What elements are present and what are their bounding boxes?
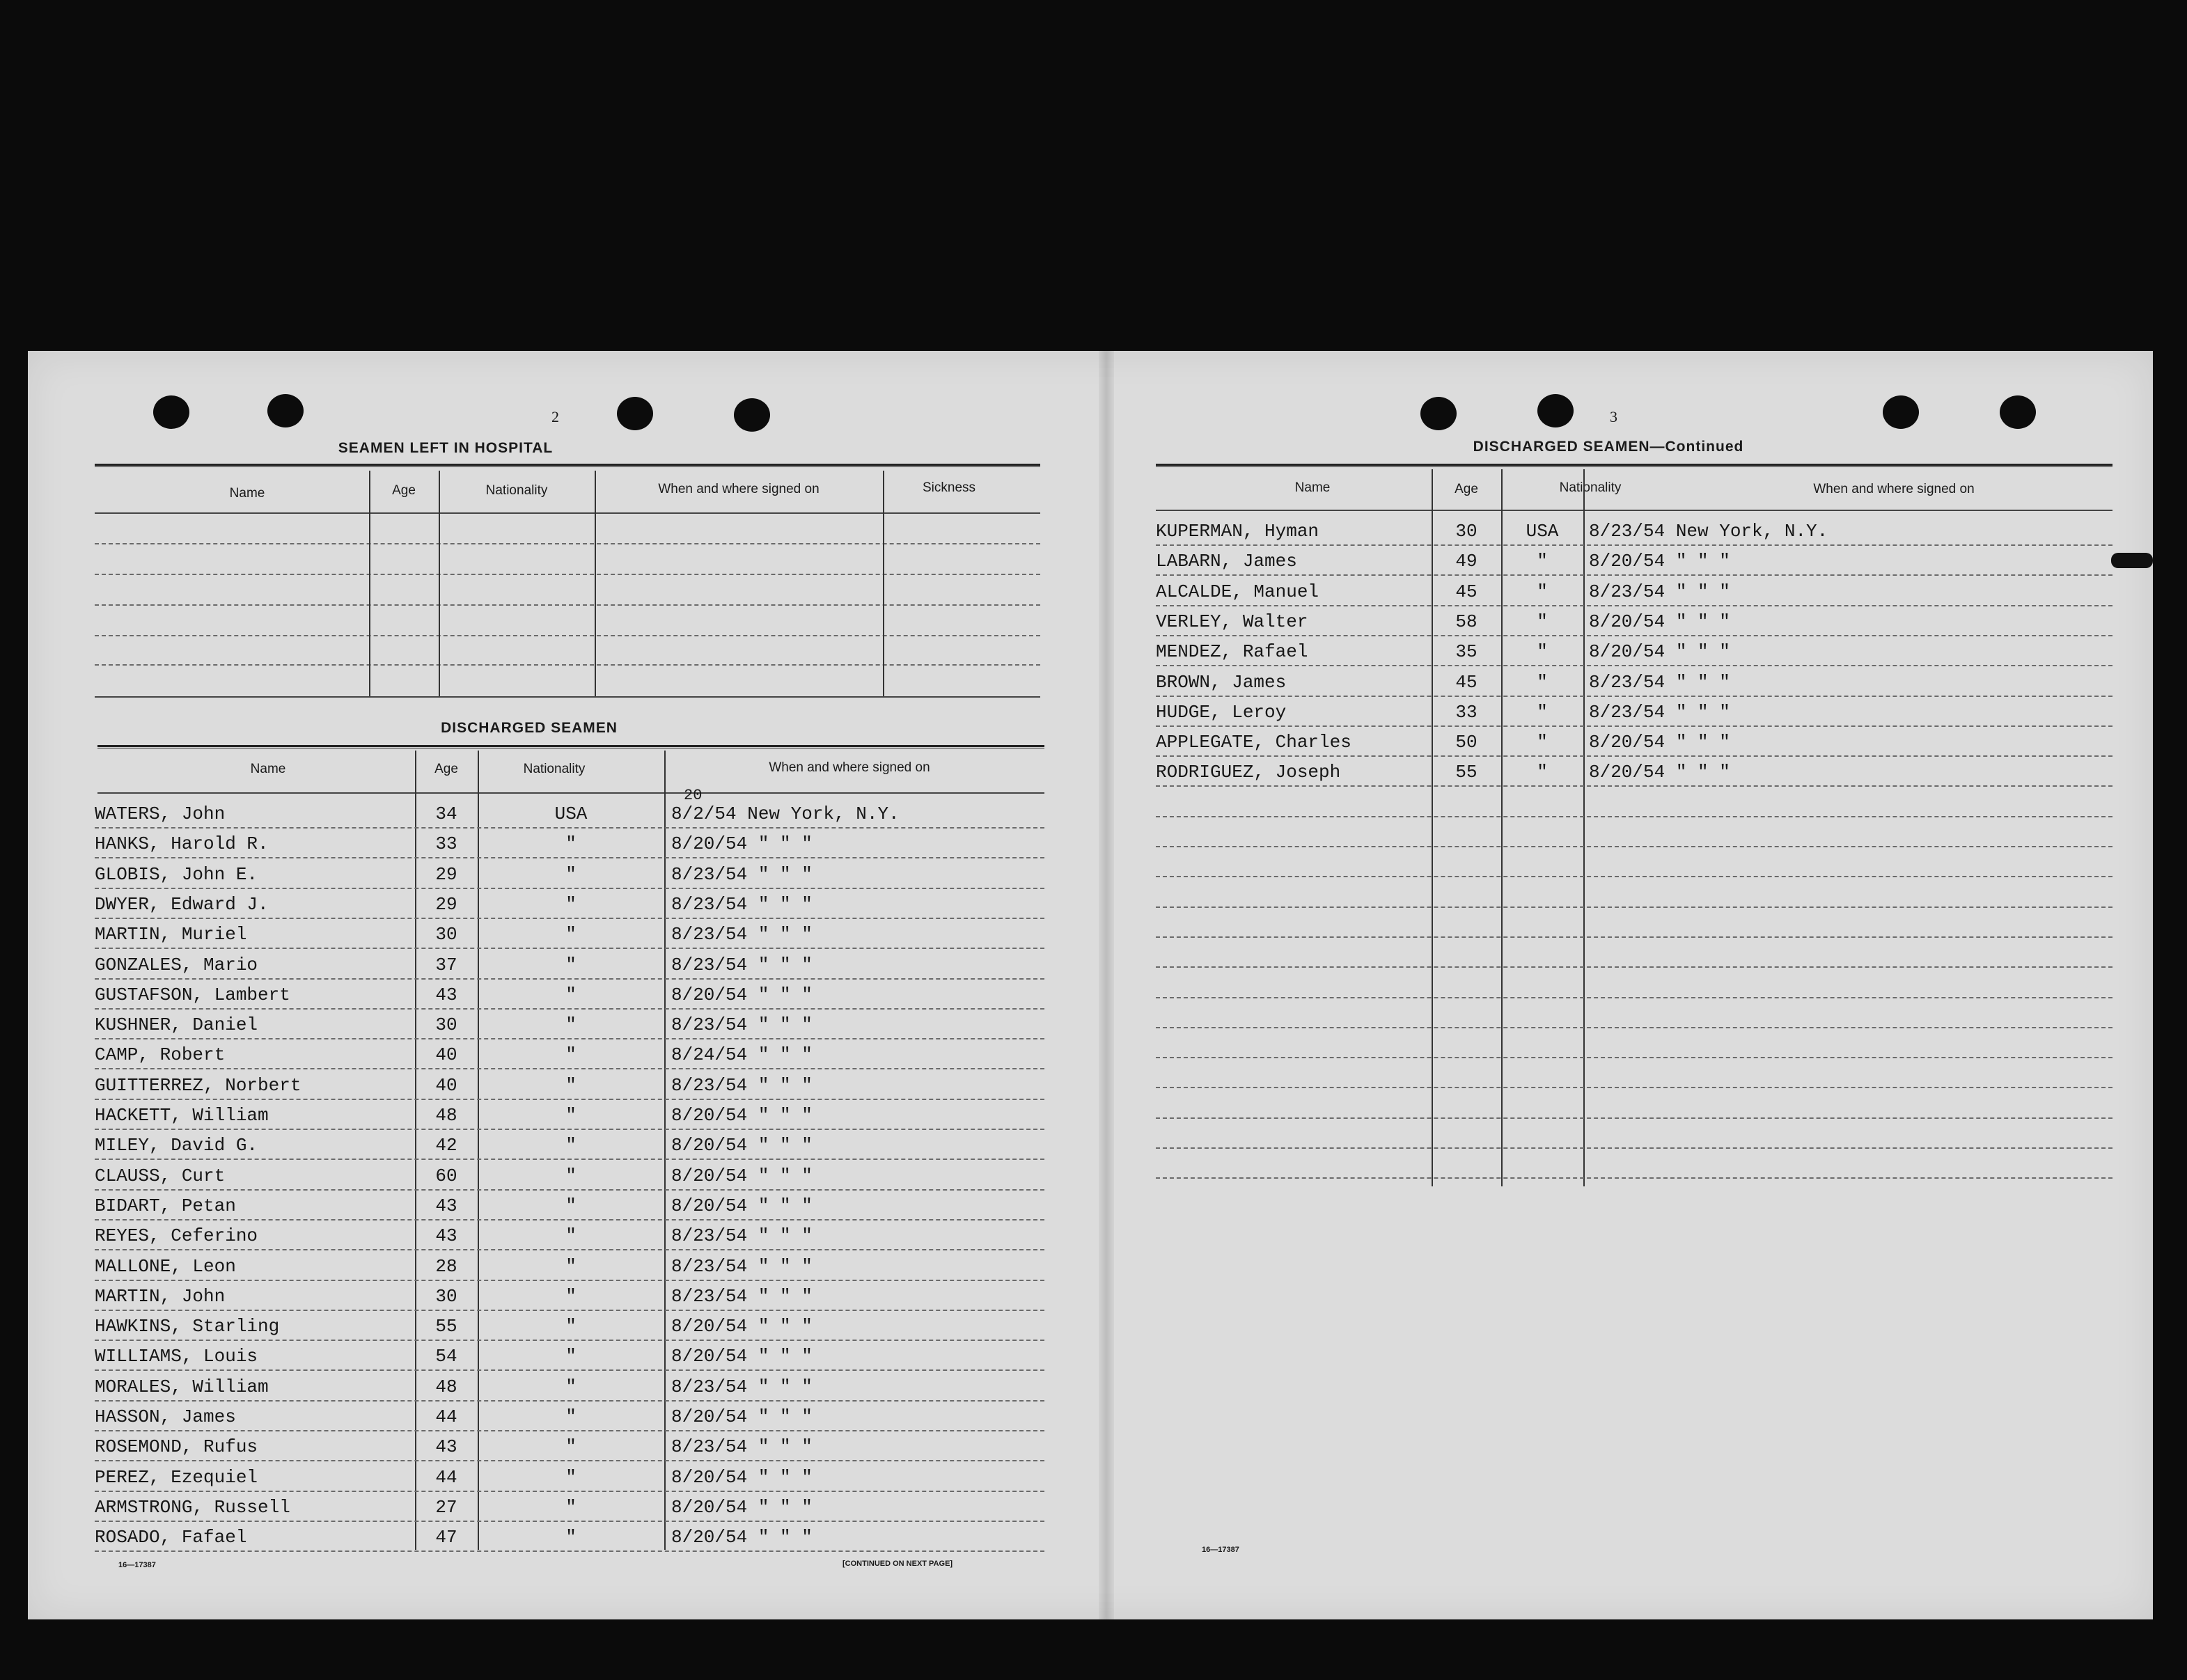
signed-on: 8/20/54 " " " (1589, 732, 1730, 753)
seaman-age: 34 (435, 803, 457, 824)
seaman-age: 33 (435, 833, 457, 855)
seaman-name: LABARN, James (1156, 551, 1297, 572)
signed-on: 8/23/54 " " " (671, 1074, 813, 1096)
rule (95, 664, 1040, 666)
signed-on: 8/20/54 " " " (671, 1346, 813, 1367)
seaman-name: HASSON, James (95, 1406, 236, 1427)
rule (95, 1189, 1044, 1191)
rule (1156, 876, 2112, 877)
seaman-nationality: " (1537, 551, 1548, 572)
seaman-nationality: " (1537, 581, 1548, 602)
rule (1156, 574, 2112, 576)
rule (95, 1491, 1044, 1492)
signed-on: 8/20/54 " " " (1589, 611, 1730, 632)
signed-on: 8/23/54 " " " (1589, 581, 1730, 602)
rule (95, 1521, 1044, 1522)
seaman-age: 48 (435, 1105, 457, 1126)
seaman-age: 45 (1455, 671, 1477, 693)
rule (95, 1129, 1044, 1130)
rule (1156, 725, 2112, 727)
signed-on: 8/23/54 " " " (1589, 701, 1730, 723)
rule (95, 696, 1040, 698)
rule (1156, 1177, 2112, 1179)
seaman-name: GUSTAFSON, Lambert (95, 984, 290, 1005)
seaman-nationality: " (565, 1014, 577, 1036)
seaman-age: 35 (1455, 641, 1477, 663)
seaman-nationality: USA (554, 803, 588, 824)
seaman-name: BIDART, Petan (95, 1195, 236, 1216)
seaman-name: KUPERMAN, Hyman (1156, 521, 1319, 542)
col-header-age: Age (1455, 482, 1478, 496)
rule (1156, 635, 2112, 636)
seaman-name: MORALES, William (95, 1376, 269, 1397)
page-number: 3 (1610, 408, 1617, 425)
seaman-nationality: " (565, 1466, 577, 1488)
seaman-age: 30 (435, 924, 457, 945)
seaman-nationality: " (565, 1496, 577, 1518)
seaman-age: 37 (435, 954, 457, 975)
seaman-name: MALLONE, Leon (95, 1255, 236, 1277)
rule (1156, 846, 2112, 847)
discharged-continued-title (1406, 439, 1810, 455)
rule (1156, 1117, 2112, 1119)
seaman-nationality: " (565, 1074, 577, 1096)
rule (95, 1008, 1044, 1010)
rule (95, 1068, 1044, 1069)
seaman-name: HANKS, Harold R. (95, 833, 269, 855)
rule (95, 1280, 1044, 1281)
seaman-name: VERLEY, Walter (1156, 611, 1308, 632)
rule (1156, 1027, 2112, 1028)
signed-on: 8/20/54 " " " (671, 1496, 813, 1518)
left-page (28, 351, 1086, 1619)
col-header-age: Age (392, 483, 416, 498)
seaman-name: MARTIN, John (95, 1285, 226, 1307)
signed-on: 8/20/54 " " " (671, 1466, 813, 1488)
seaman-age: 28 (435, 1255, 457, 1277)
right-page (1114, 351, 2153, 1619)
rule (595, 471, 596, 696)
col-header-name: Name (229, 486, 265, 501)
signed-on: 8/23/54 " " " (671, 1225, 813, 1247)
col-header-nationality: Nationality (485, 483, 548, 498)
signed-on: 8/2/54 New York, N.Y. (671, 803, 900, 824)
seaman-age: 33 (1455, 701, 1477, 723)
signed-on: 8/20/54 " " " (671, 1527, 813, 1548)
seaman-age: 40 (435, 1074, 457, 1096)
rule (1583, 469, 1585, 1186)
col-header-sickness: Sickness (922, 480, 976, 495)
rule (97, 745, 1044, 748)
title-text: DISCHARGED SEAMEN (1473, 439, 1650, 455)
rule (95, 888, 1044, 889)
rule (95, 574, 1040, 575)
seaman-age: 29 (435, 863, 457, 885)
seaman-age: 50 (1455, 732, 1477, 753)
rule (1156, 816, 2112, 817)
seaman-name: DWYER, Edward J. (95, 893, 269, 915)
col-header-signed: When and where signed on (769, 760, 930, 775)
seaman-nationality: " (1537, 671, 1548, 693)
overtyped-digits: 20 (684, 787, 703, 804)
seaman-nationality: " (565, 1165, 577, 1186)
seaman-nationality: " (565, 1044, 577, 1066)
seaman-nationality: " (565, 863, 577, 885)
rule (95, 1551, 1044, 1552)
rule (95, 1038, 1044, 1039)
rule (95, 1400, 1044, 1402)
seaman-nationality: " (565, 1255, 577, 1277)
signed-on: 8/20/54 " " " (671, 1105, 813, 1126)
signed-on: 8/20/54 " " " (671, 833, 813, 855)
title-suffix: —Continued (1649, 439, 1744, 455)
rule (1156, 785, 2112, 787)
rule (95, 464, 1040, 467)
seaman-nationality: " (565, 1376, 577, 1397)
seaman-age: 43 (435, 1195, 457, 1216)
seaman-age: 42 (435, 1135, 457, 1156)
seaman-age: 43 (435, 1436, 457, 1458)
seaman-nationality: " (565, 833, 577, 855)
seaman-nationality: " (565, 1436, 577, 1458)
rule (95, 1340, 1044, 1341)
center-fold (1099, 351, 1114, 1619)
seaman-name: REYES, Ceferino (95, 1225, 258, 1247)
seaman-nationality: " (565, 1105, 577, 1126)
rule (1156, 1057, 2112, 1058)
seaman-nationality: " (565, 1316, 577, 1337)
seaman-nationality: " (565, 984, 577, 1005)
signed-on: 8/23/54 " " " (671, 893, 813, 915)
seaman-name: CAMP, Robert (95, 1044, 226, 1066)
rule (1156, 906, 2112, 908)
seaman-nationality: " (565, 893, 577, 915)
seaman-age: 55 (1455, 762, 1477, 783)
rule (1432, 469, 1433, 1186)
seaman-age: 40 (435, 1044, 457, 1066)
rule (95, 827, 1044, 829)
seaman-age: 60 (435, 1165, 457, 1186)
seaman-age: 49 (1455, 551, 1477, 572)
seaman-nationality: " (565, 1285, 577, 1307)
col-header-signed: When and where signed on (1813, 482, 1975, 496)
rule (95, 604, 1040, 606)
signed-on: 8/23/54 " " " (671, 1436, 813, 1458)
seaman-age: 47 (435, 1527, 457, 1548)
signed-on: 8/23/54 " " " (1589, 671, 1730, 693)
signed-on: 8/20/54 " " " (1589, 641, 1730, 663)
seaman-age: 30 (1455, 521, 1477, 542)
seaman-name: HAWKINS, Starling (95, 1316, 280, 1337)
rule (95, 1369, 1044, 1371)
seaman-nationality: " (565, 1346, 577, 1367)
seaman-age: 54 (435, 1346, 457, 1367)
seaman-name: HACKETT, William (95, 1105, 269, 1126)
seaman-nationality: " (565, 924, 577, 945)
seaman-name: WATERS, John (95, 803, 226, 824)
col-header-age: Age (434, 762, 458, 776)
seaman-name: MILEY, David G. (95, 1135, 258, 1156)
rule (1156, 510, 2112, 511)
rule (95, 978, 1044, 980)
seaman-nationality: " (1537, 732, 1548, 753)
rule (1156, 966, 2112, 968)
seaman-name: RODRIGUEZ, Joseph (1156, 762, 1341, 783)
signed-on: 8/23/54 " " " (671, 1014, 813, 1036)
seaman-nationality: " (565, 954, 577, 975)
rule (95, 918, 1044, 919)
seaman-name: GUITTERREZ, Norbert (95, 1074, 301, 1096)
seaman-nationality: " (1537, 701, 1548, 723)
col-header-nationality: Nationality (523, 762, 586, 776)
rule (883, 471, 884, 696)
rule (1156, 544, 2112, 546)
signed-on: 8/23/54 " " " (671, 1285, 813, 1307)
signed-on: 8/23/54 New York, N.Y. (1589, 521, 1828, 542)
seaman-name: KUSHNER, Daniel (95, 1014, 258, 1036)
rule (97, 792, 1044, 794)
seaman-nationality: " (1537, 641, 1548, 663)
discharged-section-title: DISCHARGED SEAMEN (441, 720, 618, 736)
signed-on: 8/20/54 " " " (1589, 551, 1730, 572)
signed-on: 8/20/54 " " " (671, 1165, 813, 1186)
seaman-nationality: " (565, 1527, 577, 1548)
signed-on: 8/20/54 " " " (671, 984, 813, 1005)
rule (95, 1159, 1044, 1160)
seaman-name: GLOBIS, John E. (95, 863, 258, 885)
seaman-name: ALCALDE, Manuel (1156, 581, 1319, 602)
rule (1156, 755, 2112, 757)
rule (1156, 997, 2112, 998)
form-number: 16—17387 (118, 1561, 156, 1569)
seaman-name: ROSADO, Fafael (95, 1527, 247, 1548)
rule (95, 1099, 1044, 1100)
signed-on: 8/20/54 " " " (671, 1195, 813, 1216)
rule (1156, 1147, 2112, 1149)
rule (1156, 696, 2112, 697)
rule (95, 543, 1040, 544)
seaman-age: 30 (435, 1014, 457, 1036)
seaman-nationality: " (1537, 762, 1548, 783)
seaman-age: 55 (435, 1316, 457, 1337)
seaman-name: MARTIN, Muriel (95, 924, 247, 945)
rule (1501, 469, 1503, 1186)
page-number: 2 (551, 408, 559, 425)
rule (95, 1460, 1044, 1461)
rule (95, 1310, 1044, 1311)
seaman-name: ARMSTRONG, Russell (95, 1496, 290, 1518)
signed-on: 8/23/54 " " " (671, 1376, 813, 1397)
paper-edge-mark (2111, 553, 2153, 568)
signed-on: 8/20/54 " " " (1589, 762, 1730, 783)
seaman-nationality: " (565, 1406, 577, 1427)
signed-on: 8/23/54 " " " (671, 954, 813, 975)
seaman-age: 43 (435, 984, 457, 1005)
seaman-nationality: " (565, 1195, 577, 1216)
rule (1156, 605, 2112, 606)
rule (95, 1430, 1044, 1431)
signed-on: 8/23/54 " " " (671, 924, 813, 945)
seaman-age: 58 (1455, 611, 1477, 632)
seaman-age: 30 (435, 1285, 457, 1307)
seaman-age: 45 (1455, 581, 1477, 602)
rule (1156, 665, 2112, 666)
form-number: 16—17387 (1202, 1546, 1239, 1554)
rule (1156, 1087, 2112, 1088)
seaman-nationality: USA (1526, 521, 1559, 542)
seaman-age: 44 (435, 1406, 457, 1427)
hospital-section-title: SEAMEN LEFT IN HOSPITAL (338, 440, 554, 456)
seaman-nationality: " (565, 1225, 577, 1247)
col-header-nationality: Nationality (1559, 480, 1622, 495)
signed-on: 8/20/54 " " " (671, 1135, 813, 1156)
document-sheet (28, 351, 2153, 1619)
seaman-nationality: " (565, 1135, 577, 1156)
seaman-age: 29 (435, 893, 457, 915)
continued-note: [CONTINUED ON NEXT PAGE] (842, 1560, 953, 1568)
col-header-name: Name (1294, 480, 1331, 495)
seaman-age: 44 (435, 1466, 457, 1488)
seaman-age: 48 (435, 1376, 457, 1397)
seaman-name: ROSEMOND, Rufus (95, 1436, 258, 1458)
rule (95, 1249, 1044, 1250)
rule (95, 1219, 1044, 1220)
rule (95, 635, 1040, 636)
rule (369, 471, 370, 696)
seaman-name: MENDEZ, Rafael (1156, 641, 1308, 663)
seaman-name: HUDGE, Leroy (1156, 701, 1287, 723)
rule (1156, 936, 2112, 938)
seaman-age: 27 (435, 1496, 457, 1518)
seaman-name: CLAUSS, Curt (95, 1165, 226, 1186)
signed-on: 8/24/54 " " " (671, 1044, 813, 1066)
signed-on: 8/20/54 " " " (671, 1406, 813, 1427)
signed-on: 8/23/54 " " " (671, 1255, 813, 1277)
seaman-name: PEREZ, Ezequiel (95, 1466, 258, 1488)
signed-on: 8/20/54 " " " (671, 1316, 813, 1337)
col-header-name: Name (250, 762, 286, 776)
seaman-nationality: " (1537, 611, 1548, 632)
col-header-signed: When and where signed on (658, 482, 820, 496)
rule (1156, 464, 2112, 467)
seaman-name: WILLIAMS, Louis (95, 1346, 258, 1367)
seaman-name: GONZALES, Mario (95, 954, 258, 975)
rule (95, 512, 1040, 514)
seaman-name: APPLEGATE, Charles (1156, 732, 1351, 753)
signed-on: 8/23/54 " " " (671, 863, 813, 885)
rule (439, 471, 440, 696)
rule (95, 948, 1044, 949)
rule (95, 857, 1044, 858)
seaman-age: 43 (435, 1225, 457, 1247)
seaman-name: BROWN, James (1156, 671, 1287, 693)
